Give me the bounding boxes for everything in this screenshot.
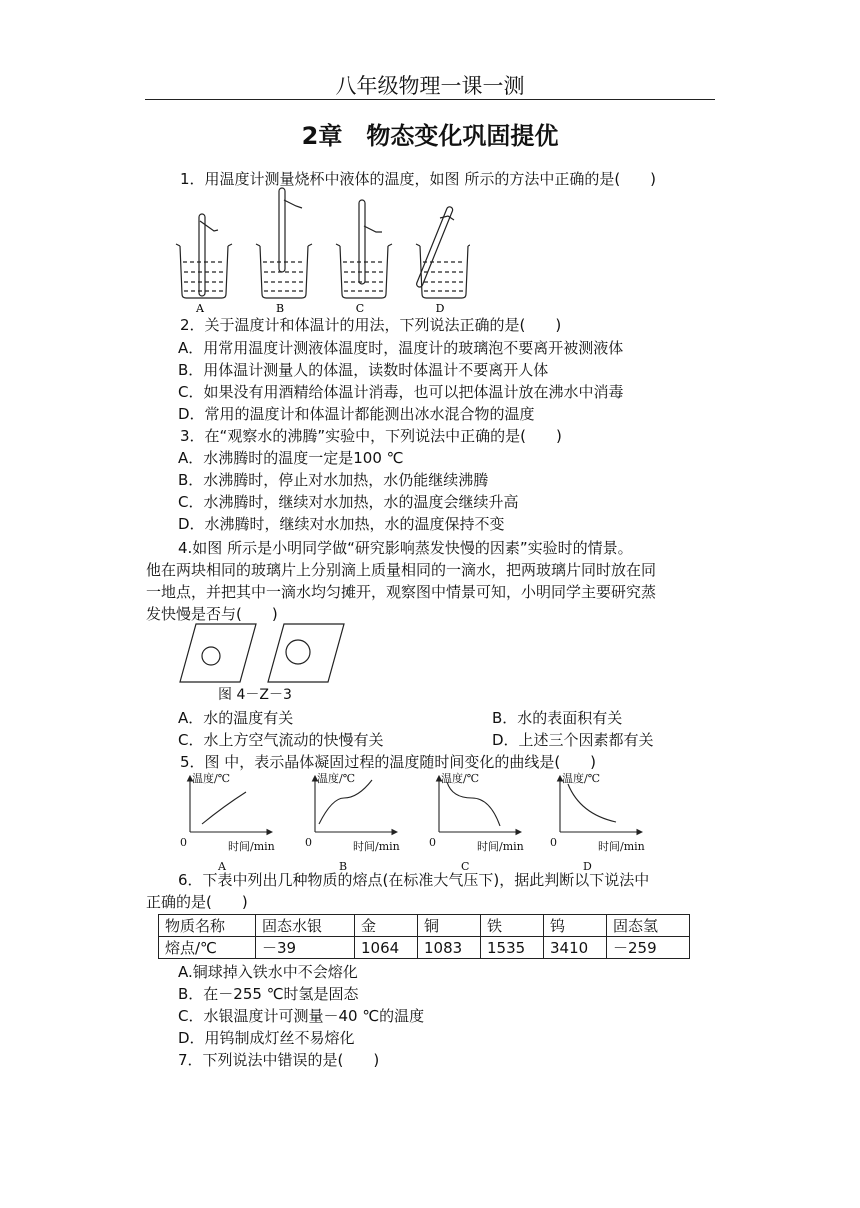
q3-option-c: C．水沸腾时，继续对水加热，水的温度会继续升高 bbox=[178, 493, 519, 511]
table-row bbox=[159, 937, 690, 959]
water-drop-small bbox=[202, 647, 220, 665]
q4-line-2: 他在两块相同的玻璃片上分别滴上质量相同的一滴水，把两玻璃片同时放在同 bbox=[146, 561, 657, 579]
q5-ylabel-a: 温度/℃ bbox=[192, 772, 231, 785]
beaker-b bbox=[256, 188, 312, 298]
curve-c bbox=[447, 782, 500, 826]
q1-beakers-figure bbox=[170, 186, 470, 316]
q7-stem: 7．下列说法中错误的是( ) bbox=[178, 1051, 380, 1069]
q4-option-a: A．水的温度有关 bbox=[178, 709, 294, 727]
table-cell: 铁 bbox=[481, 915, 544, 937]
q1-stem: 1．用温度计测量烧杯中液体的温度，如图 所示的方法中正确的是( ) bbox=[180, 170, 657, 188]
beaker-c bbox=[336, 200, 392, 298]
curve-d bbox=[568, 784, 616, 822]
q1-label-c: C bbox=[355, 302, 365, 315]
q1-label-a: A bbox=[196, 302, 204, 315]
q5-label-b: B bbox=[339, 860, 348, 873]
table-cell: 固态水银 bbox=[256, 915, 355, 937]
q4-line-1: 4.如图 所示是小明同学做“研究影响蒸发快慢的因素”实验时的情景。 bbox=[178, 539, 633, 557]
table-cell: －259 bbox=[607, 937, 690, 959]
table-cell: 金 bbox=[355, 915, 418, 937]
q5-graphs-figure bbox=[172, 770, 672, 874]
q5-ylabel-c: 温度/℃ bbox=[441, 772, 480, 785]
q5-origin-c: 0 bbox=[429, 836, 436, 849]
table-cell: 1064 bbox=[355, 937, 418, 959]
q5-xlabel-c: 时间/min bbox=[477, 840, 524, 853]
q5-stem: 5．图 中，表示晶体凝固过程的温度随时间变化的曲线是( ) bbox=[180, 753, 597, 771]
q2-stem: 2．关于温度计和体温计的用法，下列说法正确的是( ) bbox=[180, 316, 562, 334]
table-cell: 熔点/℃ bbox=[159, 937, 256, 959]
q3-option-a: A．水沸腾时的温度一定是100 ℃ bbox=[178, 449, 404, 467]
table-header-row bbox=[159, 915, 690, 937]
table-cell: 1535 bbox=[481, 937, 544, 959]
q3-option-d: D．水沸腾时，继续对水加热，水的温度保持不变 bbox=[178, 515, 505, 533]
q1-label-b: B bbox=[275, 302, 285, 315]
table-cell: 1083 bbox=[418, 937, 481, 959]
q5-origin-d: 0 bbox=[550, 836, 557, 849]
q2-option-c: C．如果没有用酒精给体温计消毒，也可以把体温计放在沸水中消毒 bbox=[178, 383, 624, 401]
header-rule bbox=[145, 99, 715, 100]
beaker-d bbox=[416, 206, 470, 298]
q4-option-c: C．水上方空气流动的快慢有关 bbox=[178, 731, 384, 749]
q5-ylabel-b: 温度/℃ bbox=[317, 772, 356, 785]
q2-option-a: A．用常用温度计测液体温度时，温度计的玻璃泡不要离开被测液体 bbox=[178, 339, 624, 357]
q5-xlabel-b: 时间/min bbox=[353, 840, 400, 853]
melting-point-table bbox=[158, 914, 690, 959]
page-title: 2章 物态变化巩固提优 bbox=[301, 122, 559, 150]
q6-option-b: B．在－255 ℃时氢是固态 bbox=[178, 985, 359, 1003]
table-cell: 物质名称 bbox=[159, 915, 256, 937]
q2-option-d: D．常用的温度计和体温计都能测出冰水混合物的温度 bbox=[178, 405, 535, 423]
table-cell: 固态氢 bbox=[607, 915, 690, 937]
q6-option-d: D．用钨制成灯丝不易熔化 bbox=[178, 1029, 355, 1047]
q5-label-c: C bbox=[461, 860, 470, 873]
page-header: 八年级物理一课一测 bbox=[335, 74, 525, 98]
q4-option-b: B．水的表面积有关 bbox=[492, 709, 623, 727]
q3-stem: 3．在“观察水的沸腾”实验中，下列说法中正确的是( ) bbox=[180, 427, 562, 445]
q3-option-b: B．水沸腾时，停止对水加热，水仍能继续沸腾 bbox=[178, 471, 489, 489]
q6-option-a: A.铜球掉入铁水中不会熔化 bbox=[178, 963, 358, 981]
glass-plate-right bbox=[268, 624, 344, 682]
q5-label-d: D bbox=[583, 860, 592, 873]
q4-glass-plates-figure bbox=[178, 622, 348, 684]
table-cell: －39 bbox=[256, 937, 355, 959]
q4-figure-caption: 图 4－Z－3 bbox=[218, 687, 292, 703]
q5-xlabel-d: 时间/min bbox=[598, 840, 645, 853]
beaker-a bbox=[176, 214, 232, 298]
table-cell: 铜 bbox=[418, 915, 481, 937]
curve-b bbox=[319, 780, 372, 824]
q4-line-4: 发快慢是否与( ) bbox=[146, 605, 278, 623]
curve-a bbox=[202, 792, 246, 824]
water-drop-spread bbox=[286, 640, 310, 664]
table-cell: 钨 bbox=[544, 915, 607, 937]
q4-option-d: D．上述三个因素都有关 bbox=[492, 731, 654, 749]
q6-option-c: C．水银温度计可测量－40 ℃的温度 bbox=[178, 1007, 425, 1025]
q1-label-d: D bbox=[435, 302, 445, 315]
q5-origin-a: 0 bbox=[180, 836, 187, 849]
q5-ylabel-d: 温度/℃ bbox=[562, 772, 601, 785]
q6-line-1: 6．下表中列出几种物质的熔点(在标准大气压下)，据此判断以下说法中 bbox=[178, 871, 650, 889]
q5-origin-b: 0 bbox=[305, 836, 312, 849]
table-cell: 3410 bbox=[544, 937, 607, 959]
q6-line-2: 正确的是( ) bbox=[146, 893, 248, 911]
q5-label-a: A bbox=[218, 860, 226, 873]
glass-plate-left bbox=[180, 624, 256, 682]
q4-line-3: 一地点，并把其中一滴水均匀摊开，观察图中情景可知，小明同学主要研究蒸 bbox=[146, 583, 657, 601]
q5-xlabel-a: 时间/min bbox=[228, 840, 275, 853]
q2-option-b: B．用体温计测量人的体温，读数时体温计不要离开人体 bbox=[178, 361, 549, 379]
